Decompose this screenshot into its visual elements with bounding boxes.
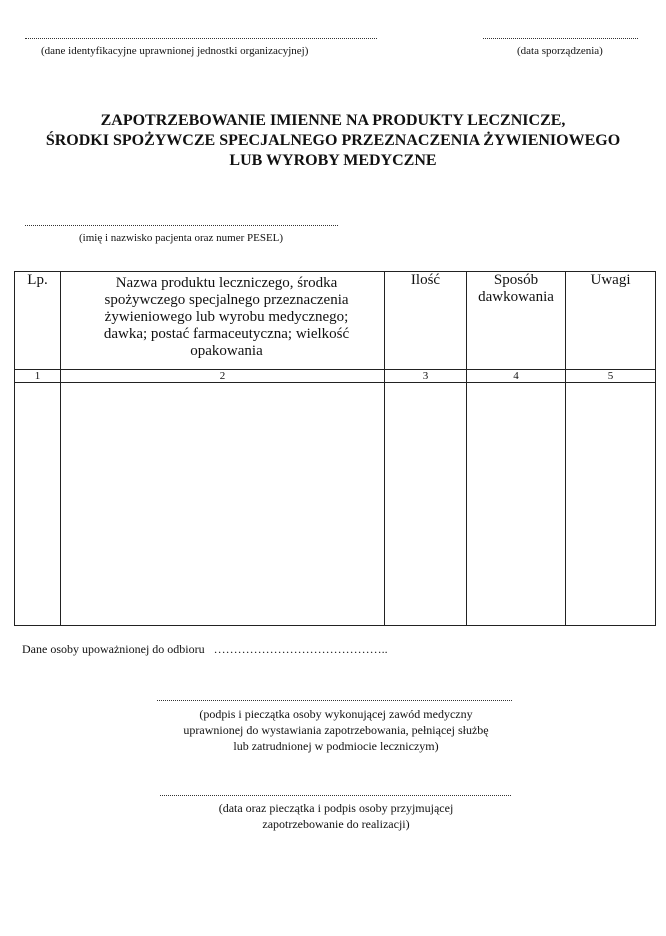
cell-quantity[interactable] xyxy=(385,383,467,626)
cell-lp[interactable] xyxy=(15,383,61,626)
column-number: 4 xyxy=(467,370,566,383)
signature2-line-2: zapotrzebowanie do realizacji) xyxy=(262,817,410,831)
signature1-line-1: (podpis i pieczątka osoby wykonującej zawód medyczny xyxy=(199,707,473,721)
products-table xyxy=(14,271,656,626)
signature1-line-2: uprawnionej do wystawiania zapotrzebowania, pełniącej służbę xyxy=(183,723,489,737)
signature1-caption xyxy=(150,706,522,754)
column-number: 1 xyxy=(15,370,61,383)
table-header-row xyxy=(15,272,656,370)
title-line-2: ŚRODKI SPOŻYWCZE SPECJALNEGO PRZEZNACZENIA ŻYWIENIOWEGO xyxy=(45,132,621,149)
patient-dotted-line xyxy=(25,225,338,226)
institution-dotted-line xyxy=(25,38,377,39)
table-body-row xyxy=(15,383,656,626)
header-quantity: Ilość xyxy=(385,272,467,370)
header-product-name: Nazwa produktu leczniczego, środka spożywczego specjalnego przeznaczenia żywieniowego lub wyrobu medycznego; dawka; postać farmaceutyczna; wielkość opakowania xyxy=(61,272,385,370)
date-caption: (data sporządzenia) xyxy=(517,45,603,57)
header-notes: Uwagi xyxy=(566,272,656,370)
header-lp: Lp. xyxy=(15,272,61,370)
pickup-dots[interactable]: …………………………………….. xyxy=(213,642,388,656)
pickup-line xyxy=(22,642,388,657)
signature1-dotted-line xyxy=(157,700,512,701)
cell-product-name[interactable] xyxy=(61,383,385,626)
document-title xyxy=(0,111,666,171)
column-number: 2 xyxy=(61,370,385,383)
date-dotted-line xyxy=(483,38,638,39)
signature2-dotted-line xyxy=(160,795,511,796)
header-dosage: Sposób dawkowania xyxy=(467,272,566,370)
signature1-line-3: lub zatrudnionej w podmiocie leczniczym) xyxy=(233,739,439,753)
patient-caption: (imię i nazwisko pacjenta oraz numer PESEL) xyxy=(79,232,284,244)
column-number: 3 xyxy=(385,370,467,383)
title-line-1: ZAPOTRZEBOWANIE IMIENNE NA PRODUKTY LECZNICZE, xyxy=(100,112,566,129)
signature2-caption xyxy=(150,800,522,832)
column-number: 5 xyxy=(566,370,656,383)
cell-dosage[interactable] xyxy=(467,383,566,626)
column-number-row xyxy=(15,370,656,383)
institution-caption: (dane identyfikacyjne uprawnionej jednostki organizacyjnej) xyxy=(41,45,309,57)
title-line-3: LUB WYROBY MEDYCZNE xyxy=(229,152,437,169)
pickup-label: Dane osoby upoważnionej do odbioru xyxy=(22,642,205,656)
signature2-line-1: (data oraz pieczątka i podpis osoby przyjmującej xyxy=(218,801,454,815)
cell-notes[interactable] xyxy=(566,383,656,626)
